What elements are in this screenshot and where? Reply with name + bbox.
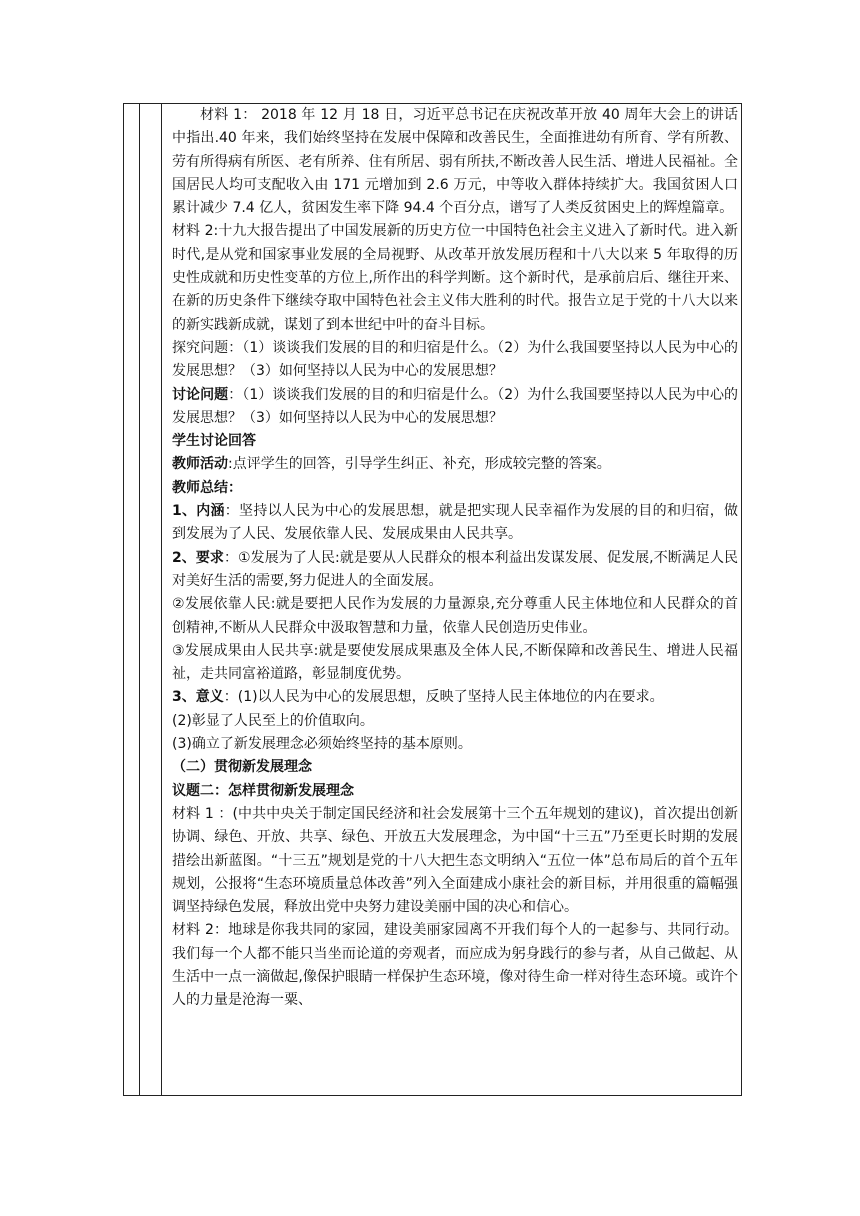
requirement-2: ②发展依靠人民:就是要把人民作为发展的力量源泉,充分尊重人民主体地位和人民群众的首创精神,不断从人民群众中汲取智慧和力量，依靠人民创造历史伟业。 — [172, 596, 738, 636]
requirement — [172, 547, 738, 594]
table-column-1 — [124, 104, 140, 1095]
teacher-activity-label: 教师活动 — [172, 456, 228, 473]
significance-label: 3、意义 — [172, 689, 224, 706]
connotation-label: 1、内涵 — [172, 503, 225, 520]
teacher-summary: 教师总结： — [172, 479, 242, 496]
discuss-label: 讨论问题 — [172, 386, 229, 403]
material-4: 材料 2：地球是你我共同的家园，建设美丽家园离不开我们每个人的一起参与、共同行动。我们每一个人都不能只当坐而论道的旁观者，而应成为躬身践行的参与者，从自己做起、从生活中一点一滴做起,像保护眼睛一样保护生态环境，像对待生命一样对待生态环境。或许个人的力量是沧海一粟、 — [172, 922, 738, 1009]
significance-3: (3)确立了新发展理念必须始终坚持的基本原则。 — [172, 736, 472, 753]
discuss-questions — [172, 384, 738, 431]
requirement-3: ③发展成果由人民共享:就是要使发展成果惠及全体人民,不断保障和改善民生、增进人民福祉，走共同富裕道路，彰显制度优势。 — [172, 642, 738, 683]
requirement-text: ：①发展为了人民:就是要从人民群众的根本利益出发谋发展、促发展,不断满足人民对美好生活的需要,努力促进人的全面发展。 — [172, 549, 738, 589]
material-3: 材料 1 ：(中共中央关于制定国民经济和社会发展第十三个五年规划的建议)，首次提出创新协调、绿色、开放、共享、绿色、开放五大发展理念，为中国“十三五”乃至更长时期的发展措绘出新蓝图。“十三五”规划是党的十八大把生态文明纳入“五位一体”总布局后的首个五年规划，公报将“生态环境质量总体改善”列入全面建成小康社会的新目标，并用很重的篇幅强调坚持绿色发展，释放出党中央努力建设美丽中国的决心和信心。 — [172, 805, 738, 916]
topic-2-heading: 议题二：怎样贯彻新发展理念 — [172, 782, 354, 799]
material-1: 材料 1： 2018 年 12 月 18 日，习近平总书记在庆祝改革开放 40 周年大会上的讲话中指出.40 年来，我们始终坚持在发展中保障和改善民生，全面推进幼有所育、学有所教、劳有所得病有所医、老有所养、住有所居、弱有所扶,不断改善人民生活、增进人民福祉。全国居民人均可支配收入由 171 元增加到 2.6 万元，中等收入群体持续扩大。我国贫困人口累计减少 7.4 亿人，贫困发生率下降 94.4 个百分点，谱写了人类反贫困史上的辉煌篇章。 — [172, 107, 738, 217]
section-2-heading: （二）贯彻新发展理念 — [172, 759, 312, 776]
explore-questions: 探究问题：（1）谈谈我们发展的目的和归宿是什么。（2）为什么我国要坚持以人民为中心的发展思想？（3）如何坚持以人民为中心的发展思想？ — [172, 339, 738, 380]
connotation — [172, 500, 738, 547]
content-cell — [172, 104, 738, 1013]
discuss-text: ：（1）谈谈我们发展的目的和归宿是什么。（2）为什么我国要坚持以人民为中心的发展思想？（3）如何坚持以人民为中心的发展思想？ — [172, 386, 739, 426]
significance — [172, 686, 738, 709]
significance-text: ：(1)以人民为中心的发展思想，反映了坚持人民主体地位的内在要求。 — [223, 689, 664, 706]
student-answer: 学生讨论回答 — [172, 433, 256, 450]
requirement-label: 2、要求 — [172, 549, 224, 566]
table-column-2 — [139, 104, 162, 1095]
connotation-text: ：坚持以人民为中心的发展思想，就是把实现人民幸福作为发展的目的和归宿，做到发展为了人民、发展依靠人民、发展成果由人民共享。 — [172, 503, 738, 543]
material-2: 材料 2:十九大报告提出了中国发展新的历史方位一中国特色社会主义进入了新时代。进入新时代,是从党和国家事业发展的全局视野、从改革开放发展历程和十八大以来 5 年取得的历史性成就和历史性变革的方位上,所作出的科学判断。这个新时代，是承前启后、继往开来、在新的历史条件下继续夺取中国特色社会主义伟大胜利的时代。报告立足于党的十八大以来的新实践新成就，谋划了到本世纪中叶的奋斗目标。 — [172, 223, 738, 333]
significance-2: (2)彰显了人民至上的价值取向。 — [172, 712, 374, 729]
teacher-activity — [172, 453, 738, 476]
teacher-activity-text: :点评学生的回答，引导学生纠正、补充，形成较完整的答案。 — [228, 456, 611, 473]
